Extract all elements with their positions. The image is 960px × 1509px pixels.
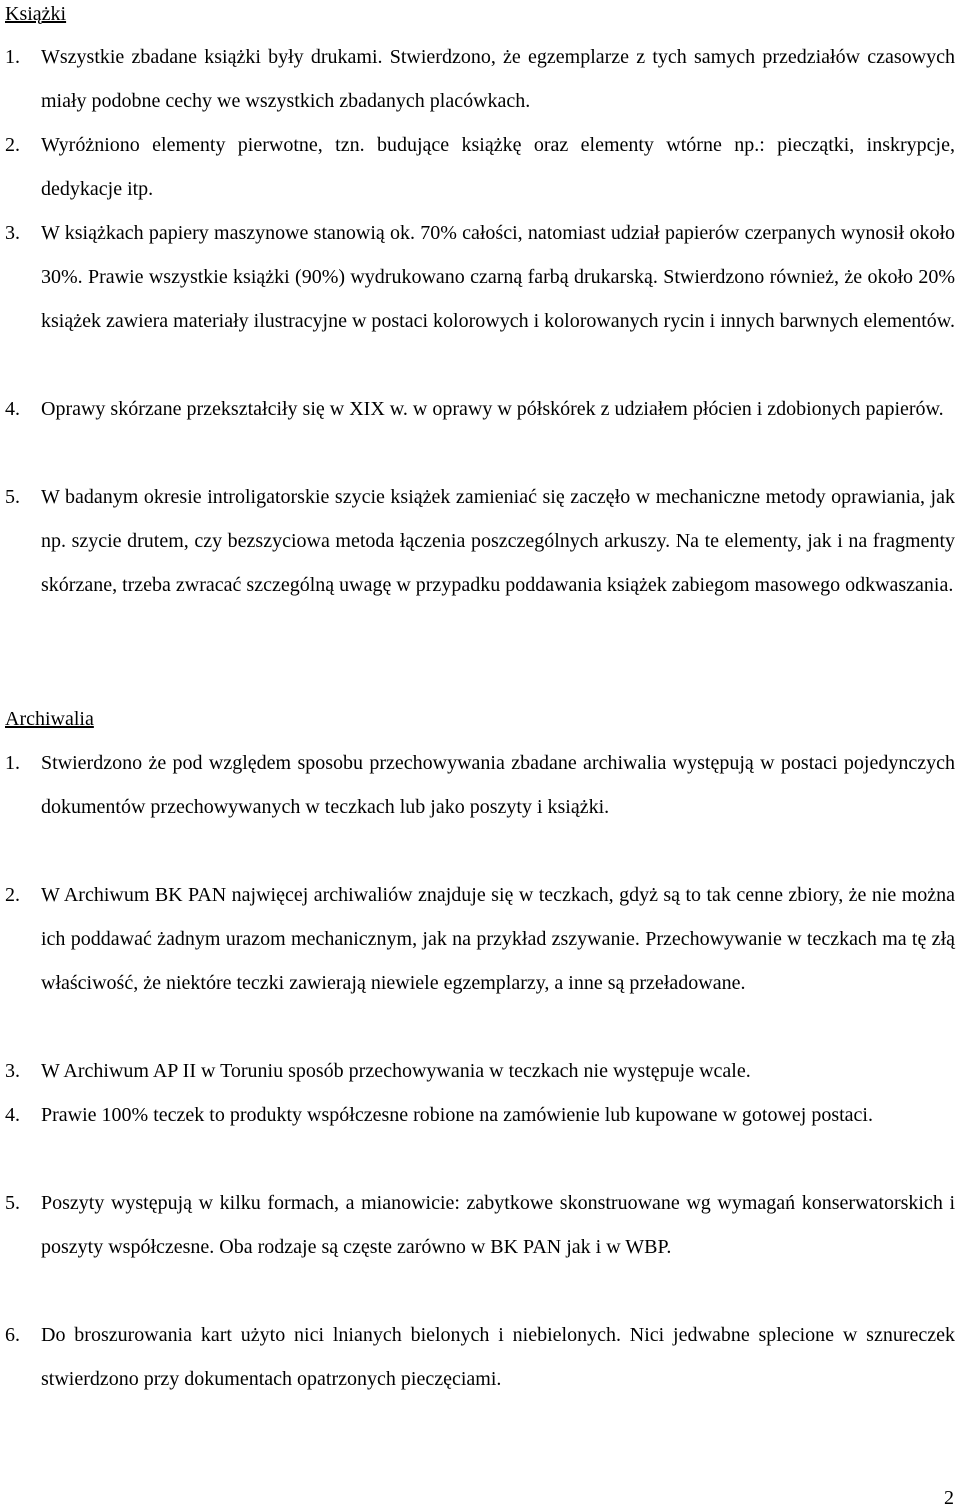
item-text: Stwierdzono że pod względem sposobu przechowywania zbadane archiwalia występują w postaci pojedynczych dokumentów przechowywanych w teczkach lub jako poszyty i książki.	[41, 752, 955, 818]
section-heading-ksiazki: Książki	[5, 3, 67, 25]
item-number: 3.	[5, 222, 20, 244]
item-text: W badanym okresie introligatorskie szycie książek zamieniać się zaczęło w mechaniczne metody oprawiania, jak np. szycie drutem, czy bezszyciowa metoda łączenia poszczególnych arkuszy. Na te elementy, jak i na fragmenty skórzane, trzeba zwracać szczególną uwagę w przypadku poddawania książek zabiegom masowego odkwaszania.	[41, 486, 955, 596]
section-heading-archiwalia: Archiwalia	[5, 708, 94, 730]
list-item	[5, 1093, 955, 1137]
item-number: 1.	[5, 752, 20, 774]
list-item	[5, 475, 955, 607]
item-number: 6.	[5, 1324, 20, 1346]
list-item	[5, 211, 955, 343]
item-text: W Archiwum BK PAN najwięcej archiwaliów znajduje się w teczkach, gdyż są to tak cenne zbiory, że nie można ich poddawać żadnym urazom mechanicznym, jak na przykład zszywanie. Przechowywanie w teczkach ma tę złą właściwość, że niektóre teczki zawierają niewiele egzemplarzy, a inne są przeładowane.	[41, 884, 955, 994]
item-text: Wszystkie zbadane książki były drukami. Stwierdzono, że egzemplarze z tych samych przedziałów czasowych miały podobne cechy we wszystkich zbadanych placówkach.	[41, 46, 955, 112]
item-number: 2.	[5, 884, 20, 906]
list-item	[5, 873, 955, 1005]
item-number: 2.	[5, 134, 20, 156]
item-number: 4.	[5, 398, 20, 420]
item-text: Oprawy skórzane przekształciły się w XIX w. w oprawy w półskórek z udziałem płócien i zdobionych papierów.	[41, 398, 944, 420]
item-text: Do broszurowania kart użyto nici lnianych bielonych i niebielonych. Nici jedwabne splecione w sznureczek stwierdzono przy dokumentach opatrzonych pieczęciami.	[41, 1324, 955, 1390]
item-text: W książkach papiery maszynowe stanowią ok. 70% całości, natomiast udział papierów czerpanych wynosił około 30%. Prawie wszystkie książki (90%) wydrukowano czarną farbą drukarską. Stwierdzono również, że około 20% książek zawiera materiały ilustracyjne w postaci kolorowych i kolorowanych rycin i innych barwnych elementów.	[41, 222, 955, 332]
item-number: 3.	[5, 1060, 20, 1082]
list-item	[5, 387, 955, 431]
item-text: W Archiwum AP II w Toruniu sposób przechowywania w teczkach nie występuje wcale.	[41, 1060, 751, 1082]
item-text: Poszyty występują w kilku formach, a mianowicie: zabytkowe skonstruowane wg wymagań konserwatorskich i poszyty współczesne. Oba rodzaje są częste zarówno w BK PAN jak i w WBP.	[41, 1192, 955, 1258]
item-text: Prawie 100% teczek to produkty współczesne robione na zamówienie lub kupowane w gotowej postaci.	[41, 1104, 873, 1126]
item-text: Wyróżniono elementy pierwotne, tzn. budujące książkę oraz elementy wtórne np.: pieczątki, inskrypcje, dedykacje itp.	[41, 134, 955, 200]
list-item	[5, 741, 955, 829]
item-number: 5.	[5, 486, 20, 508]
list-item	[5, 1313, 955, 1401]
item-number: 5.	[5, 1192, 20, 1214]
list-item	[5, 1181, 955, 1269]
page-number: 2	[944, 1487, 954, 1509]
list-item	[5, 123, 955, 211]
item-number: 1.	[5, 46, 20, 68]
item-number: 4.	[5, 1104, 20, 1126]
list-item	[5, 35, 955, 123]
list-item	[5, 1049, 955, 1093]
